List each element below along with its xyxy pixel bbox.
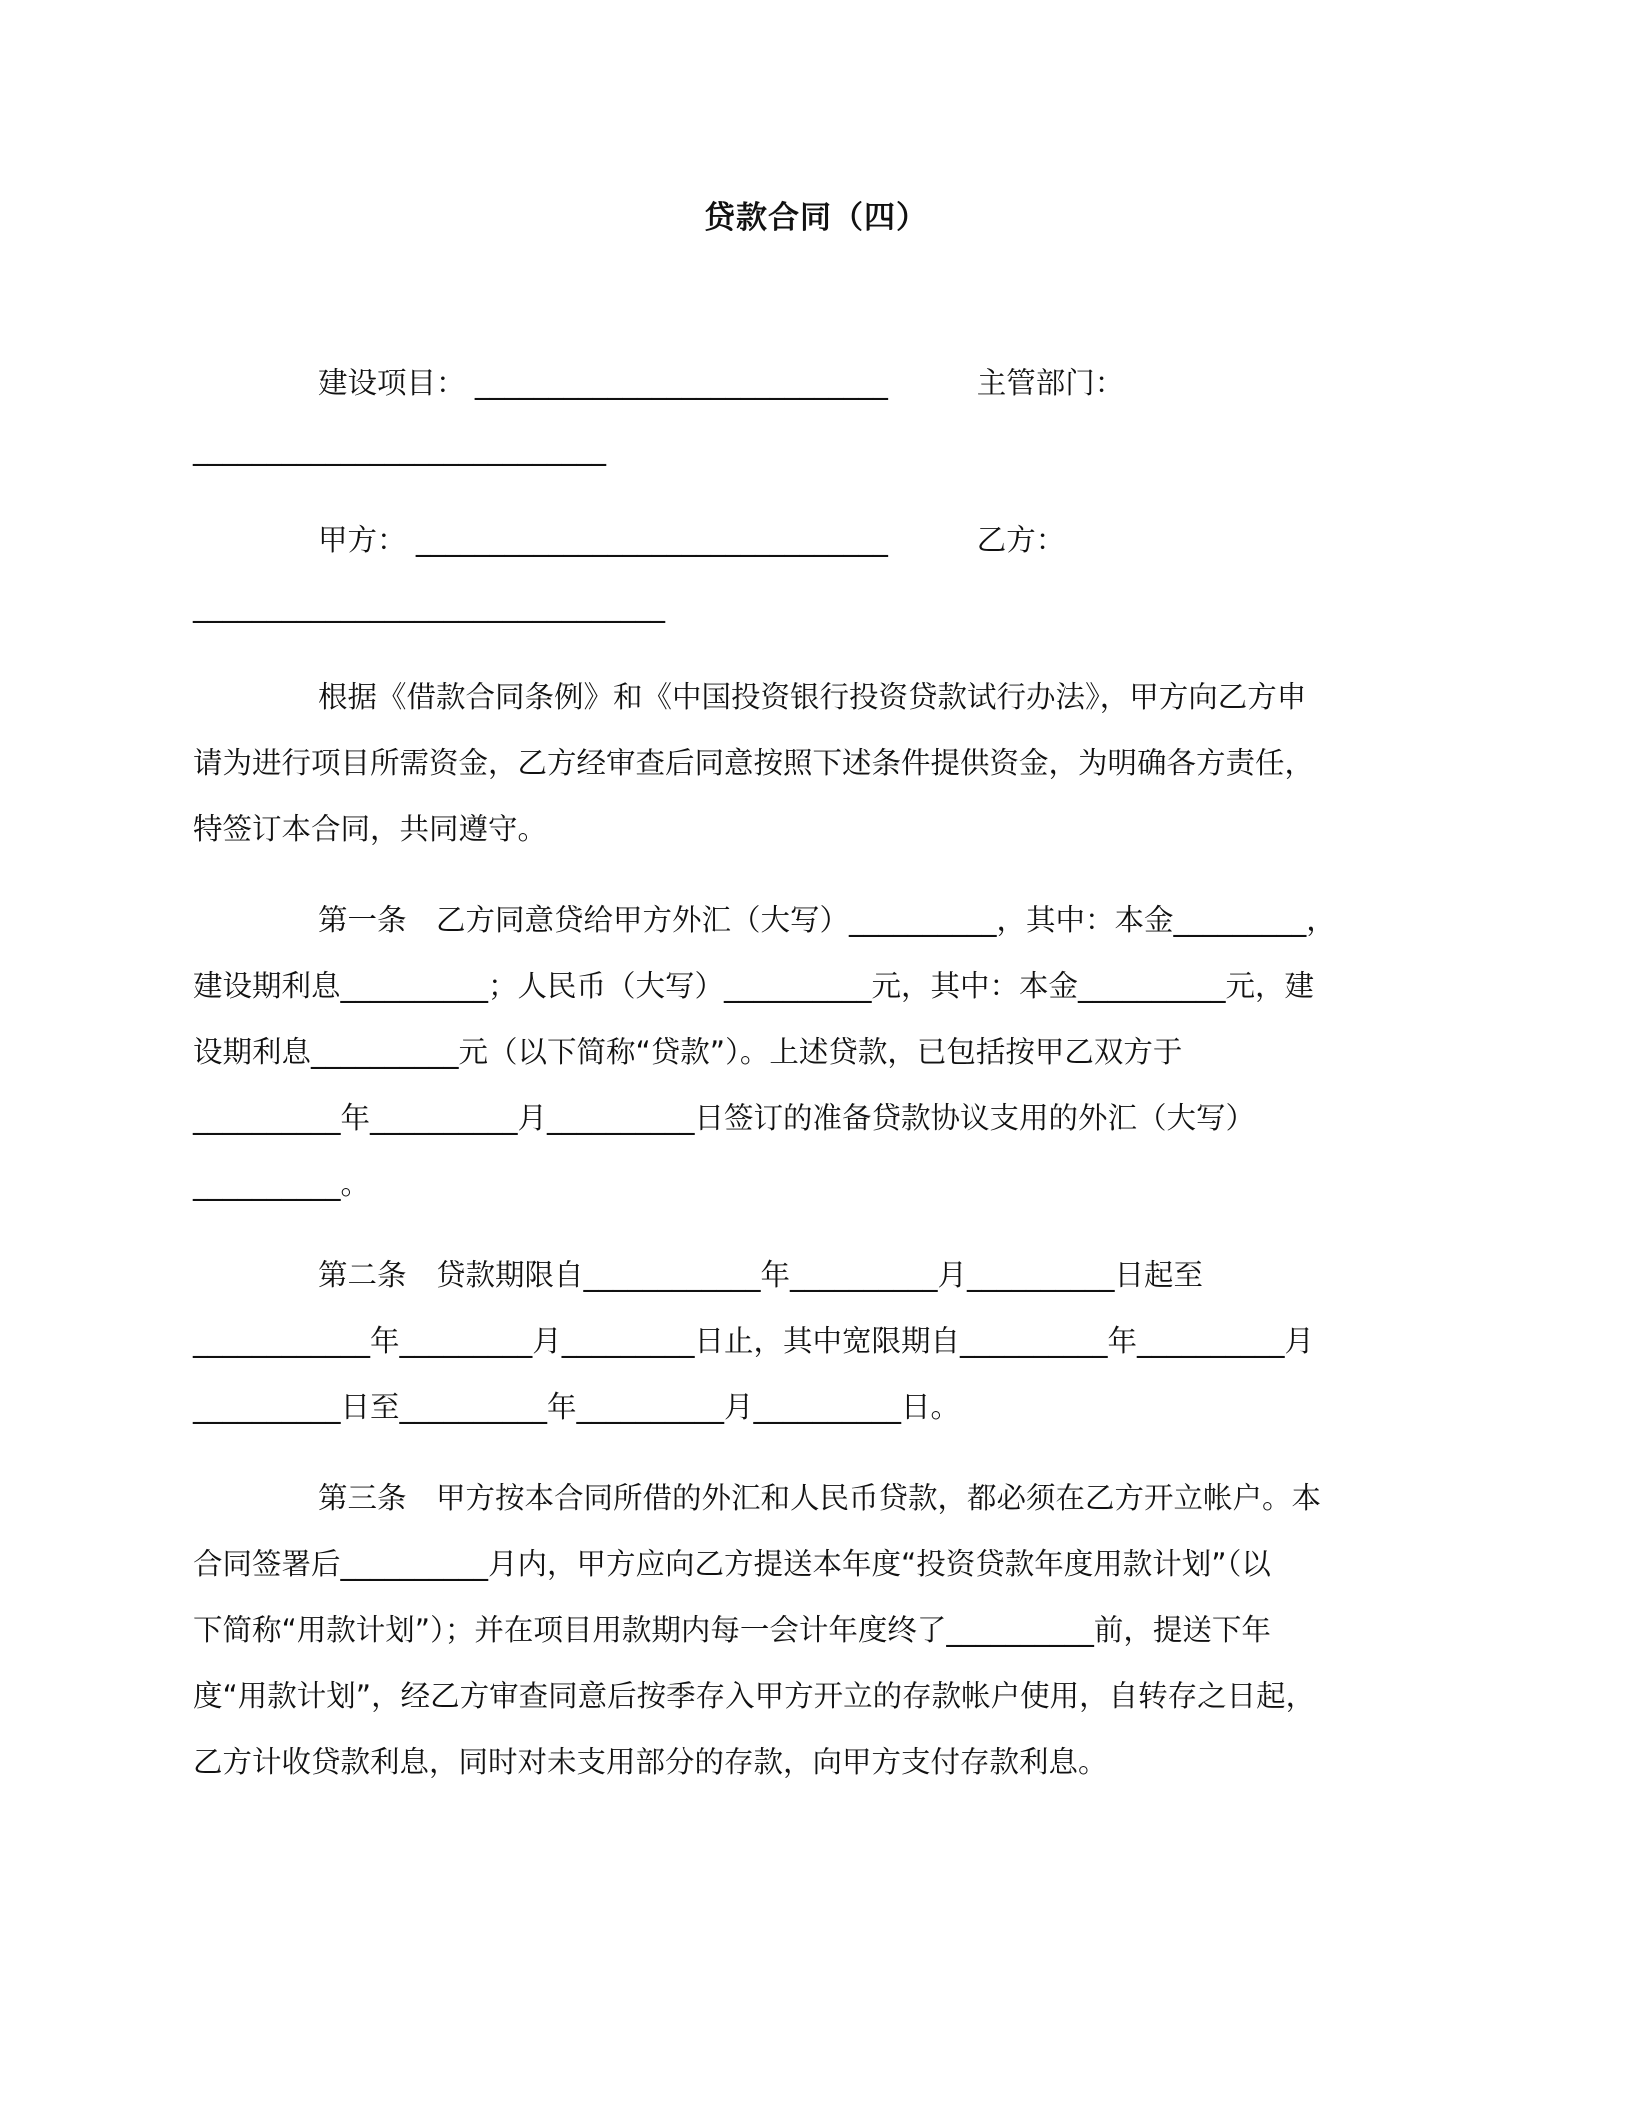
text-line: 下简称“用款计划”）；并在项目用款期内每一会计年度终了__________前，提送下年 <box>193 1613 1271 1647</box>
text-line: __________日至__________年__________月__________日。 <box>193 1390 960 1424</box>
document-body <box>193 350 1423 1795</box>
document-title: 贷款合同（四） <box>704 200 928 236</box>
project-blank: ____________________________ <box>474 366 888 400</box>
text-line: 根据《借款合同条例》和《中国投资银行投资贷款试行办法》，甲方向乙方申 <box>318 680 1307 714</box>
spacer <box>193 639 1423 664</box>
text-line: 特签订本合同，共同遵守。 <box>193 812 548 846</box>
text-line: 第一条 乙方同意贷给甲方外汇（大写）__________，其中：本金_________， <box>318 903 1336 937</box>
text-line: ____________年_________月_________日止，其中宽限期自__________年__________月 <box>193 1324 1315 1358</box>
header-line-department-blank <box>193 416 1423 482</box>
text-line: 乙方计收贷款利息，同时对未支用部分的存款，向甲方支付存款利息。 <box>193 1745 1108 1779</box>
article-1-paragraph <box>193 887 1423 1217</box>
spacer <box>193 1217 1423 1242</box>
party-a-blank: ________________________________ <box>415 523 888 557</box>
text-line: 合同签署后__________月内，甲方应向乙方提送本年度“投资贷款年度用款计划”（以 <box>193 1547 1271 1581</box>
spacer <box>193 862 1423 887</box>
text-line: 度“用款计划”，经乙方审查同意后按季存入甲方开立的存款帐户使用，自转存之日起， <box>193 1679 1316 1713</box>
text-line: 设期利息__________元（以下简称“贷款”）。上述贷款，已包括按甲乙双方于 <box>193 1035 1183 1069</box>
header-line-party-b-blank <box>193 573 1423 639</box>
text-line: __________。 <box>193 1167 371 1201</box>
text-line: 第三条 甲方按本合同所借的外汇和人民币贷款，都必须在乙方开立帐户。本 <box>318 1481 1322 1515</box>
party-b-label: 乙方： <box>976 523 1066 557</box>
text-line: 建设期利息__________；人民币（大写）__________元，其中：本金__________元，建 <box>193 969 1315 1003</box>
project-label: 建设项目： <box>318 366 466 400</box>
party-b-blank: ________________________________ <box>193 589 665 623</box>
party-a-label: 甲方： <box>318 523 407 557</box>
spacer <box>193 482 1423 507</box>
header-line-parties <box>193 507 1423 573</box>
department-label: 主管部门： <box>976 366 1125 400</box>
header-line-project <box>193 350 1423 416</box>
preamble-paragraph <box>193 664 1423 862</box>
text-line: 第二条 贷款期限自____________年__________月__________日起至 <box>318 1258 1204 1292</box>
department-blank: ____________________________ <box>193 432 606 466</box>
text-line: 请为进行项目所需资金，乙方经审查后同意按照下述条件提供资金，为明确各方责任， <box>193 746 1315 780</box>
article-3-paragraph <box>193 1465 1423 1795</box>
article-2-paragraph <box>193 1242 1423 1440</box>
text-line: __________年__________月__________日签订的准备贷款协议支用的外汇（大写） <box>193 1101 1256 1135</box>
spacer <box>193 1440 1423 1465</box>
